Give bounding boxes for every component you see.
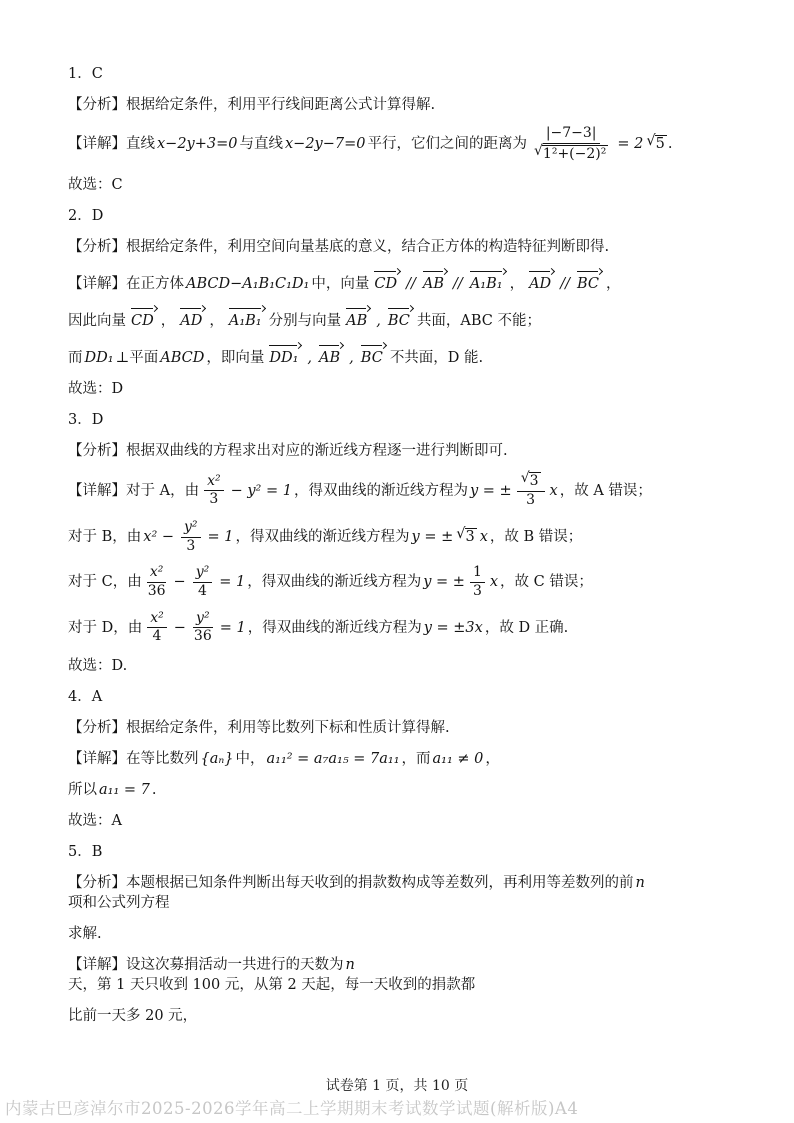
fraction	[470, 565, 485, 599]
fraction-denominator	[530, 144, 612, 163]
fraction-denominator: 3	[472, 582, 482, 599]
detail-label: 【详解】	[68, 136, 126, 153]
math-run: x	[489, 574, 499, 591]
q4-analysis: 【分析】根据给定条件，利用等比数列下标和性质计算得解.	[68, 719, 450, 736]
q2-detail-line3	[68, 342, 736, 368]
fraction	[179, 520, 203, 554]
q5-analysis-line1	[68, 873, 736, 913]
math-run: = 1	[219, 574, 246, 591]
sqrt-expression	[521, 472, 541, 490]
q2-detail-line2	[68, 305, 736, 331]
math-run: x² −	[143, 529, 175, 546]
q4-detail-line2	[68, 780, 736, 800]
text-run: 与直线	[239, 136, 283, 153]
q1-analysis: 【分析】根据给定条件，利用平行线间距离公式计算得解.	[68, 97, 436, 113]
vector-A1B1: A₁B₁	[469, 273, 506, 294]
text-run: ，	[606, 275, 621, 292]
fraction	[202, 474, 226, 508]
text-run: ，	[209, 312, 224, 329]
text-run: 项和公式列方程	[68, 894, 170, 911]
q3-option-b	[68, 520, 736, 554]
q3-option-c	[68, 565, 736, 599]
vector-CD: CD	[130, 310, 157, 331]
text-run: ⊥平面	[115, 349, 159, 366]
text-run: 对于 B，由	[68, 529, 142, 546]
fraction-numerator: y²	[181, 520, 201, 538]
q5-detail-line1	[68, 955, 736, 995]
text-run: .	[151, 781, 157, 798]
math-run: a₁₁ = 7	[99, 781, 150, 798]
fraction-numerator: y²	[193, 611, 213, 629]
q4-detail-line1	[68, 749, 736, 769]
q2-detail-line1	[68, 268, 736, 294]
q1-detail	[68, 126, 736, 162]
fraction-denominator: 4	[152, 628, 162, 645]
radicand: 5	[655, 136, 665, 153]
fraction	[145, 611, 169, 645]
text-run: ，即向量	[206, 349, 265, 366]
text-run: 【分析】本题根据已知条件判断出每天收到的捐款数构成等差数列，再利用等差数列的前	[68, 874, 634, 891]
fraction	[145, 565, 169, 599]
text-run: 中，	[235, 750, 265, 767]
vector-CD: CD	[373, 273, 400, 294]
math-run: a₁₁² = a₇a₁₅ = 7a₁₁	[266, 750, 400, 767]
q1-answer: 1．C	[68, 66, 103, 82]
vector-BC: BC	[387, 310, 413, 331]
text-run: 共面，ABC 不能；	[416, 312, 541, 329]
text-run: 【详解】设这次募捐活动一共进行的天数为	[68, 956, 344, 973]
text-run: 在正方体	[126, 275, 184, 292]
vector-AB: AB	[422, 273, 447, 294]
radical-sign-icon: √	[646, 133, 656, 150]
q4-answer: 4．A	[68, 688, 103, 705]
q5-detail-line2: 比前一天多 20 元，	[68, 1007, 198, 1024]
q2-answer: 2．D	[68, 208, 104, 225]
text-run: 天，第 1 天只收到 100 元，从第 2 天起，每一天收到的捐款都	[68, 976, 476, 993]
text-run: ，得双曲线的渐近线方程为	[293, 482, 468, 499]
radical-sign-icon: √	[534, 142, 543, 159]
radicand: 3	[465, 528, 475, 545]
vector-AD: AD	[528, 273, 554, 294]
fraction-numerator: y²	[193, 565, 213, 583]
fraction-denominator: 36	[193, 628, 212, 645]
math-run: −	[173, 574, 186, 591]
fraction-denominator: 4	[198, 582, 207, 599]
q4-choice: 故选：A	[68, 812, 122, 829]
vector-A1B1: A₁B₁	[228, 310, 265, 331]
vector-AB: AB	[345, 310, 370, 331]
fraction-numerator	[517, 472, 545, 492]
q1-choice: 故选：C	[68, 177, 123, 194]
math-run: x	[479, 529, 488, 546]
text-run: ，故 D 正确.	[484, 619, 569, 636]
math-run: y = ±3x	[423, 619, 483, 636]
text-run: 因此向量	[68, 312, 126, 329]
fraction-denominator: 3	[526, 492, 536, 509]
q5-analysis-line2: 求解.	[68, 925, 102, 942]
fraction-denominator: 36	[147, 582, 166, 599]
vector-BC: BC	[360, 347, 386, 368]
text-run: ，	[509, 275, 525, 292]
math-run: − y² = 1	[230, 482, 292, 499]
vector-AB: AB	[318, 347, 343, 368]
math-run: y = ±	[469, 482, 512, 499]
detail-label: 【详解】	[68, 482, 126, 499]
text-run: ，得双曲线的渐近线方程为	[235, 529, 410, 546]
fraction	[191, 611, 215, 645]
fraction-numerator: |−7−3|	[543, 126, 600, 144]
radical-sign-icon: √	[520, 470, 530, 487]
fraction-denominator: 3	[186, 537, 196, 554]
fraction-numerator: 1	[470, 565, 485, 583]
q2-analysis: 【分析】根据给定条件，利用空间向量基底的意义，结合正方体的构造特征判断即得.	[68, 239, 610, 256]
text-run: 分别与向量	[268, 312, 342, 329]
text-run: 对于 D，由	[68, 619, 143, 636]
math-run: y = ±	[423, 574, 465, 591]
fraction-numerator: x²	[147, 565, 167, 583]
text-run: 中，向量	[311, 275, 370, 292]
q5-answer: 5．B	[68, 843, 103, 860]
sqrt-expression	[456, 525, 476, 546]
text-run: ，得双曲线的渐近线方程为	[247, 574, 422, 591]
math-run: = 1	[207, 529, 234, 546]
q3-answer: 3．D	[68, 412, 104, 429]
q3-option-a	[68, 472, 736, 508]
q3-choice: 故选：D.	[68, 657, 128, 674]
radicand: 3	[529, 473, 539, 490]
math-run: {aₙ}	[200, 750, 234, 767]
fraction-denominator: 3	[209, 491, 219, 508]
math-run: ABCD	[160, 349, 205, 366]
vector-BC: BC	[576, 273, 602, 294]
math-run: n	[635, 874, 645, 891]
text-run: 对于 A，由	[126, 482, 200, 499]
text-run: 平行，它们之间的距离为	[367, 136, 527, 153]
fraction	[530, 126, 612, 162]
text-run: ，得双曲线的渐近线方程为	[247, 619, 422, 636]
text-run: ，故 B 错误；	[489, 529, 583, 546]
text-run: ，	[485, 750, 500, 767]
fraction-numerator: x²	[147, 611, 167, 629]
sqrt-expression	[534, 142, 608, 163]
text-run: 所以	[68, 781, 97, 798]
math-run: x−2y+3=0	[157, 136, 238, 153]
q3-option-d	[68, 611, 736, 645]
radical-sign-icon: √	[456, 525, 466, 542]
math-run: ,	[349, 349, 354, 366]
text-run: 在等比数列	[126, 750, 199, 767]
page-number-footer: 试卷第 1 页，共 10 页	[325, 1078, 469, 1094]
q2-choice: 故选：D	[68, 381, 124, 398]
math-run: n	[345, 956, 355, 973]
text-run: ，故 C 错误；	[500, 574, 593, 591]
detail-label: 【详解】	[68, 750, 126, 767]
math-run: //	[560, 275, 570, 292]
math-run: ,	[376, 312, 381, 329]
vector-DD1: DD₁	[268, 347, 301, 368]
sqrt-expression	[646, 135, 666, 153]
math-run: = 2	[617, 136, 644, 153]
detail-label: 【详解】	[68, 275, 126, 292]
vector-AD: AD	[179, 310, 205, 331]
math-run: = 1	[219, 619, 246, 636]
math-run: −	[173, 619, 186, 636]
text-run: 对于 C，由	[68, 574, 142, 591]
text-run: ，故 A 错误；	[559, 482, 652, 499]
radicand: 1²+(−2)²	[542, 145, 607, 162]
math-run: //	[453, 275, 463, 292]
text-run: ，	[160, 312, 176, 329]
math-run: y = ±	[411, 529, 454, 546]
math-run: ABCD−A₁B₁C₁D₁	[186, 275, 310, 292]
fraction	[517, 472, 545, 508]
math-run: a₁₁ ≠ 0	[432, 750, 484, 767]
math-run: //	[406, 275, 416, 292]
math-run: ,	[307, 349, 313, 366]
answer-sheet-content	[68, 64, 736, 1037]
fraction	[191, 565, 215, 599]
q3-analysis: 【分析】根据双曲线的方程求出对应的渐近线方程逐一进行判断即可.	[68, 443, 508, 460]
fraction-numerator: x²	[204, 474, 224, 492]
math-run: x−2y−7=0	[285, 136, 366, 153]
text-run: .	[667, 136, 673, 153]
text-run: 不共面，D 能.	[389, 349, 484, 366]
math-run: x	[549, 482, 558, 499]
text-run: ，而	[401, 750, 431, 767]
text-run: 而	[68, 349, 83, 366]
text-run: 直线	[126, 136, 155, 153]
document-watermark: 内蒙古巴彦淖尔市2025-2026学年高二上学期期末考试数学试题(解析版)A4	[5, 1099, 579, 1118]
math-run: DD₁	[84, 349, 114, 366]
